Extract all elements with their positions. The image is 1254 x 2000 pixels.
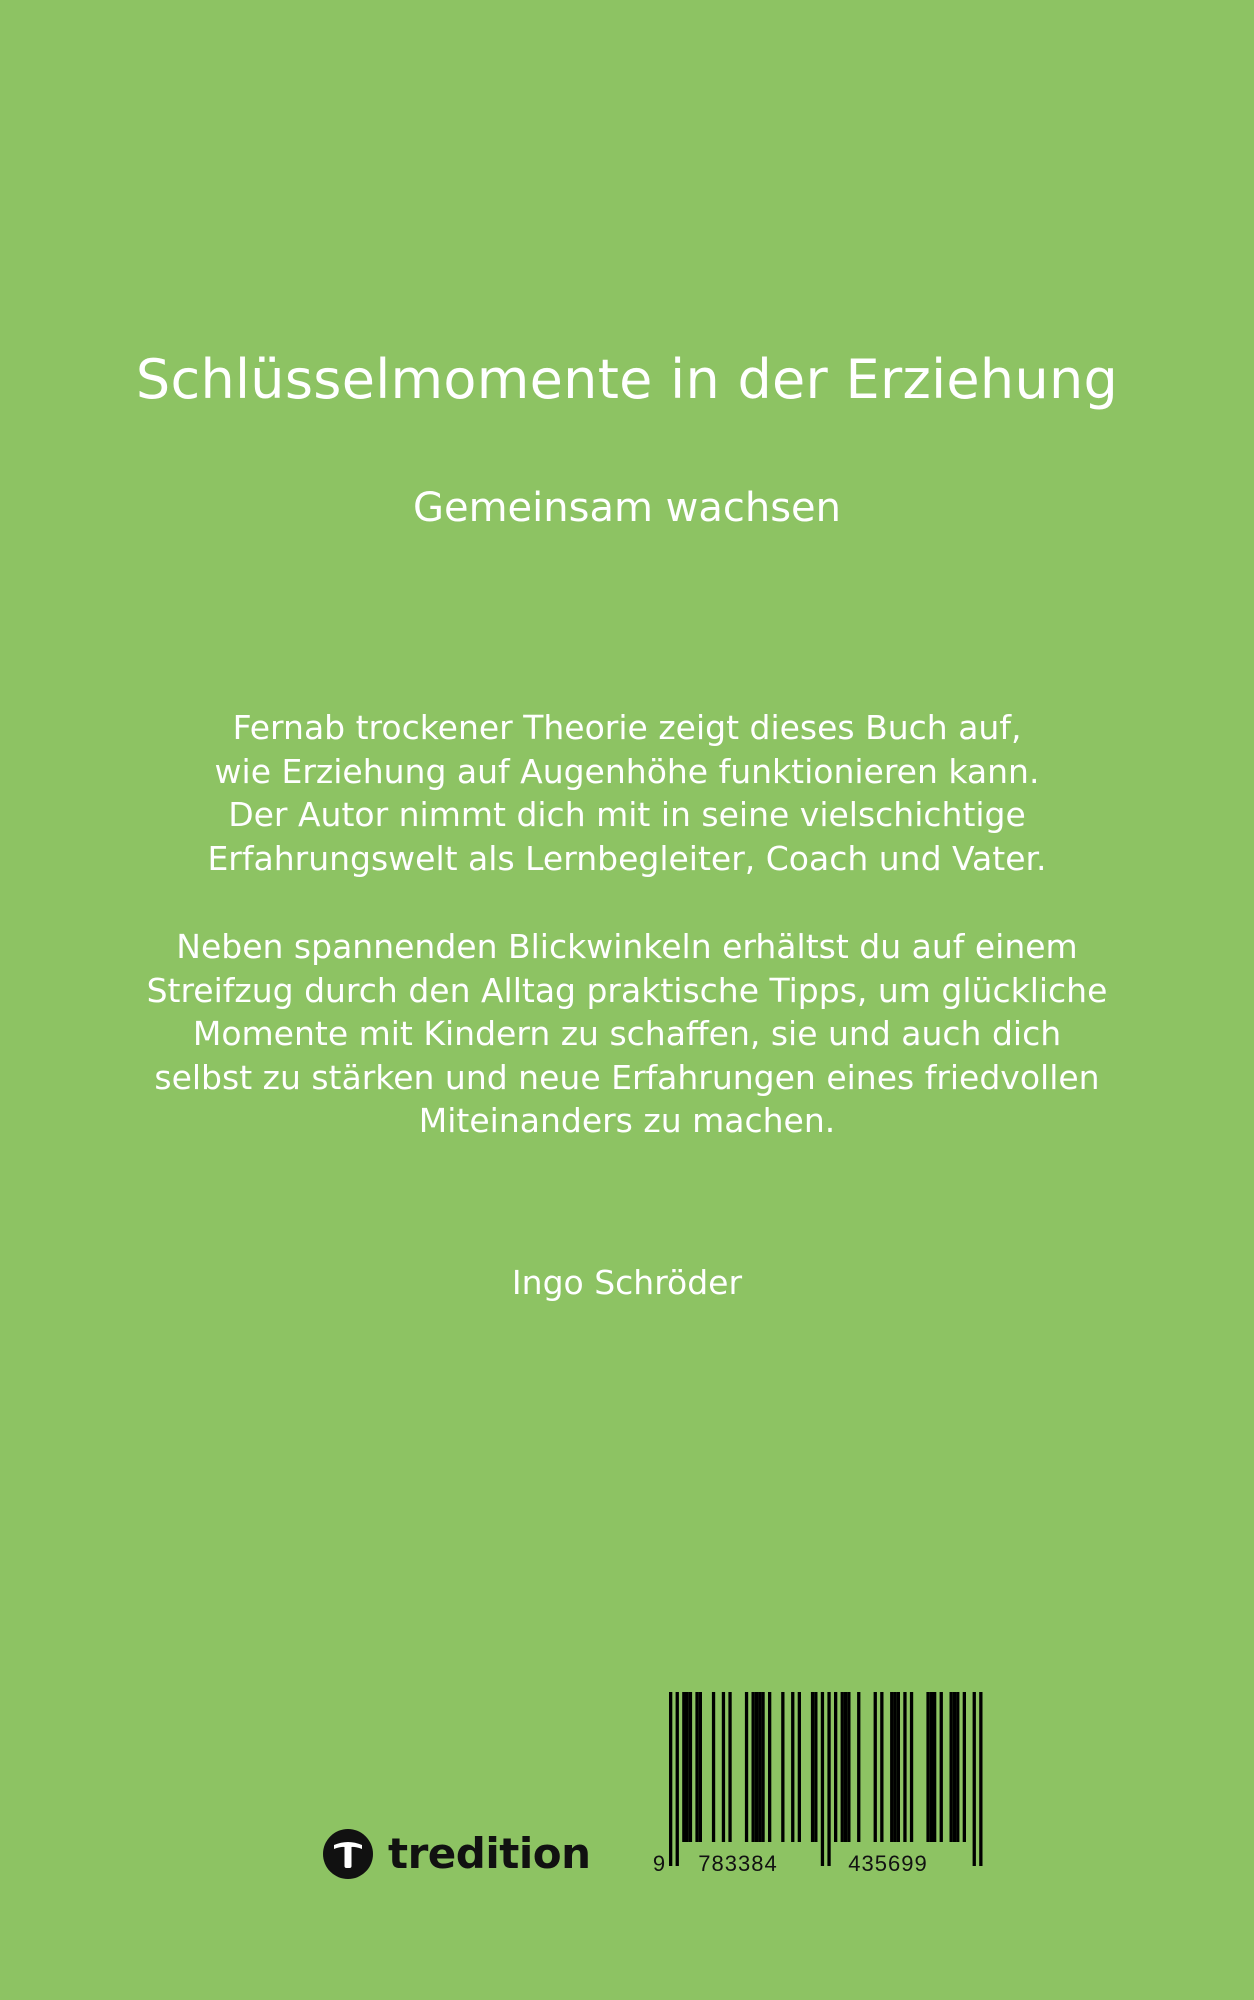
blurb-line: Fernab trockener Theorie zeigt dieses Buch auf,	[232, 708, 1022, 747]
barcode-bar	[798, 1692, 801, 1842]
blurb-line: Der Autor nimmt dich mit in seine vielschichtige	[228, 795, 1026, 834]
barcode-bar	[761, 1692, 764, 1842]
blurb-line: Neben spannenden Blickwinkeln erhältst du auf einem	[176, 927, 1078, 966]
isbn-barcode	[652, 1690, 986, 1880]
barcode-bar	[857, 1692, 860, 1842]
barcode-bar	[890, 1692, 893, 1842]
publisher-name: tredition	[388, 1829, 591, 1878]
barcode-bar	[940, 1692, 943, 1842]
blurb-line: Miteinanders zu machen.	[418, 1101, 836, 1140]
blurb-line: wie Erziehung auf Augenhöhe funktionieren kann.	[214, 751, 1040, 791]
barcode-guard-bar	[979, 1692, 982, 1866]
barcode-bar	[963, 1692, 966, 1842]
barcode-bar	[880, 1692, 883, 1842]
barcode-bar	[930, 1692, 933, 1842]
barcode-guard-bar	[676, 1692, 679, 1866]
author-name: Ingo Schröder	[511, 1263, 743, 1302]
blurb-paragraph-2	[100, 925, 1154, 1143]
book-subtitle: Gemeinsam wachsen	[412, 485, 842, 531]
barcode-bar	[695, 1692, 698, 1842]
barcode-bar	[841, 1692, 844, 1842]
barcode-bar	[686, 1692, 689, 1842]
barcode-bar	[897, 1692, 900, 1842]
barcode-bar	[956, 1692, 959, 1842]
barcode-bar	[728, 1692, 731, 1842]
barcode-graphic	[652, 1690, 986, 1880]
barcode-bar	[893, 1692, 896, 1842]
blurb-paragraph-1	[100, 706, 1154, 880]
barcode-bar	[712, 1692, 715, 1842]
blurb-line: Streifzug durch den Alltag praktische Tipps, um glückliche	[146, 970, 1108, 1010]
barcode-bar	[933, 1692, 936, 1842]
blurb-line: selbst zu stärken und neue Erfahrungen eines friedvollen	[154, 1057, 1100, 1097]
barcode-guard-bar	[827, 1692, 830, 1866]
barcode-bar	[926, 1692, 929, 1842]
blurb-line: Erfahrungswelt als Lernbegleiter, Coach und Vater.	[207, 838, 1047, 878]
barcode-guard-bar	[821, 1692, 824, 1866]
barcode-bar	[903, 1692, 906, 1842]
barcode-bar	[745, 1692, 748, 1842]
barcode-guard-bar	[973, 1692, 976, 1866]
barcode-bar	[814, 1692, 817, 1842]
isbn-right-group: 435699	[848, 1851, 928, 1876]
barcode-bar	[874, 1692, 877, 1842]
barcode-bar	[682, 1692, 685, 1842]
barcode-bar	[758, 1692, 761, 1842]
blurb-line: Momente mit Kindern zu schaffen, sie und auch dich	[192, 1014, 1062, 1053]
tredition-t-icon	[322, 1828, 374, 1880]
book-title: Schlüsselmomente in der Erziehung	[135, 348, 1119, 411]
barcode-bar	[755, 1692, 758, 1842]
barcode-bar	[781, 1692, 784, 1842]
barcode-bar	[953, 1692, 956, 1842]
barcode-bar	[950, 1692, 953, 1842]
barcode-bar	[722, 1692, 725, 1842]
barcode-bar	[847, 1692, 850, 1842]
barcode-bar	[768, 1692, 771, 1842]
barcode-bar	[834, 1692, 837, 1842]
barcode-bar	[811, 1692, 814, 1842]
barcode-guard-bar	[669, 1692, 672, 1866]
isbn-left-group: 783384	[698, 1851, 778, 1876]
barcode-bar	[699, 1692, 702, 1842]
isbn-first-digit: 9	[652, 1851, 666, 1876]
barcode-bar	[689, 1692, 692, 1842]
barcode-bar	[844, 1692, 847, 1842]
barcode-bar	[791, 1692, 794, 1842]
publisher-logo	[322, 1826, 590, 1882]
barcode-bar	[910, 1692, 913, 1842]
barcode-bar	[752, 1692, 755, 1842]
